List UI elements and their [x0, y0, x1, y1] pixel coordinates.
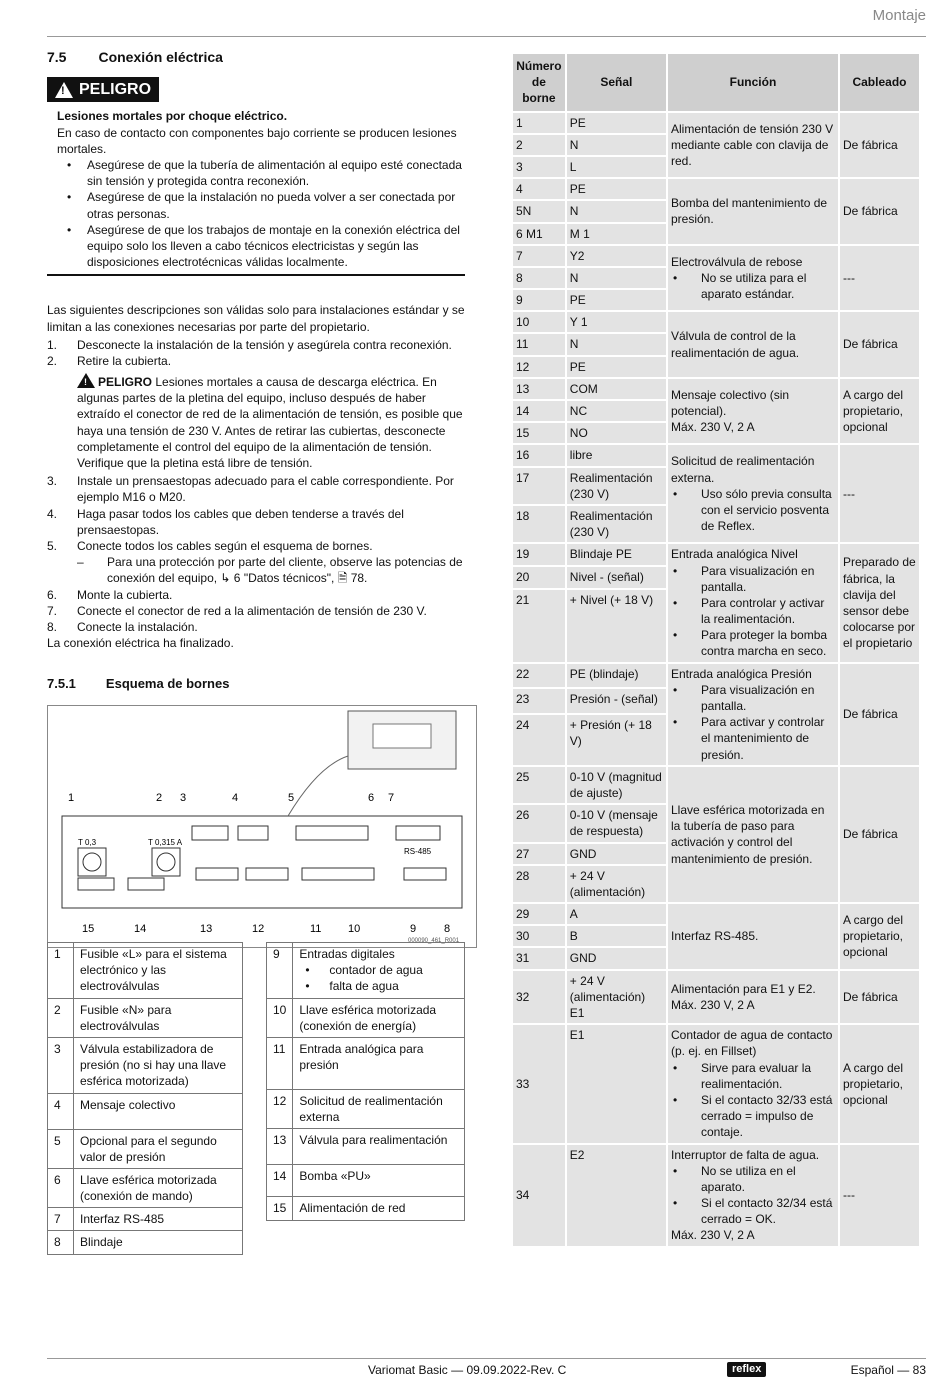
danger-bullets [57, 157, 465, 270]
step: 7. Conecte el conector de red a la alimentación de tensión de 230 V. [47, 603, 427, 618]
inline-danger-note: !PELIGRO Lesiones mortales a causa de descarga eléctrica. En algunas partes de la pletina del equipo, incluso después de haber extraído el conector de red de la alimentación de tensión, es posible que haya una tensión de 230 V. Antes de retirar las cubiertas, desconecte completamente el control del equipo de la alimentación de tensión. Verifique que la pletina está libre de tensión. [47, 373, 465, 471]
terminal-diagram [47, 705, 477, 948]
legend-left [47, 942, 243, 1255]
table-row: 14 NC [513, 401, 919, 421]
completion-note: La conexión eléctrica ha finalizado. [47, 636, 234, 651]
reflex-logo: reflex [727, 1362, 766, 1377]
danger-bullet: • Asegúrese de que la tubería de alimentación al equipo esté conectada sin tensión y protegida contra reconexión. [57, 157, 465, 189]
table-row: 34 E2 Interruptor de falta de agua. • No se utiliza en el aparato. • Si el contacto 32/34 está cerrado = OK. Máx. 230 V, 2 A --- [513, 1145, 919, 1246]
callout-6: 6 [368, 791, 375, 804]
table-row: 4 PE Bomba del mantenimiento de presión. De fábrica [513, 179, 919, 199]
danger-badge [47, 77, 159, 103]
table-row: 30 B [513, 926, 919, 946]
callout-13: 13 [200, 922, 213, 935]
table-row: 2 N [513, 135, 919, 155]
section-title: Conexión eléctrica [98, 49, 223, 65]
table-row: 17 Realimentación (230 V) [513, 468, 919, 504]
table-row: 27 GND [513, 844, 919, 864]
header-num: Número de borne [513, 54, 565, 111]
callout-9: 9 [410, 922, 417, 935]
table-row: 20 Nivel - (señal) [513, 567, 919, 588]
danger-text: En caso de contacto con componentes bajo corriente se producen lesiones mortales. [57, 125, 457, 156]
callout-8: 8 [444, 922, 451, 935]
table-row: 26 0-10 V (mensaje de respuesta) [513, 805, 919, 841]
step: 8. Conecte la instalación. [47, 619, 198, 634]
step: 5. Conecte todos los cables según el esquema de bornes. – Para una protección por parte del cliente, observe las potencias de conexión del equipo, ↳ 6 "Datos técnicos", 🗎 78. [47, 538, 465, 587]
callout-11: 11 [310, 922, 322, 935]
fuse-label: T 0,3 [78, 837, 97, 847]
table-row: 9 PE [513, 290, 919, 310]
step: 3. Instale un prensaestopas adecuado para el cable correspondiente. Por ejemplo M16 o M20. [47, 474, 454, 505]
procedure-steps-cont [47, 473, 465, 635]
step-substep: – Para una protección por parte del cliente, observe las potencias de conexión del equipo, ↳ 6 "Datos técnicos", 🗎 78. [77, 554, 465, 586]
table-row: 10 Y 1 Válvula de control de la realimentación de agua. De fábrica [513, 312, 919, 332]
warning-icon [77, 373, 95, 388]
footer-document: Variomat Basic — 09.09.2022-Rev. C [368, 1363, 567, 1377]
legend-table-right: 9 Entradas digitales • contador de agua • falta de agua 10 Llave esférica motorizada (conexión de energía) 11 Entrada analógica para presión 12 Solicitud de realimentación externa 13 Válvula para realimentación 14 Bomba «PU» 15 Alimentación de red [266, 942, 465, 1221]
table-row: 12 PE [513, 357, 919, 377]
footer-page: Español — 83 [850, 1363, 926, 1377]
table-row: 7 Y2 Electroválvula de rebose • No se utiliza para el aparato estándar. --- [513, 246, 919, 266]
table-row: 28 + 24 V (alimentación) [513, 866, 919, 902]
subsection-title: Esquema de bornes [105, 676, 230, 692]
danger-bullet: • Asegúrese de que los trabajos de montaje en la conexión eléctrica del equipo solo los lleven a cabo técnicos electricistas y según las disposiciones electrotécnicas válidas localmente. [57, 222, 465, 271]
rs485-label: RS-485 [404, 846, 432, 856]
callout-2: 2 [156, 791, 163, 804]
subsection-heading [47, 675, 465, 693]
table-row: 32 + 24 V (alimentación) E1 Alimentación para E1 y E2. Máx. 230 V, 2 A De fábrica [513, 971, 919, 1024]
table-row: 23 Presión - (señal) [513, 689, 919, 713]
legend-right [266, 942, 465, 1221]
table-row: 22 PE (blindaje) Entrada analógica Presión • Para visualización en pantalla. • Para activar y controlar el mantenimiento de presión. De fábrica [513, 664, 919, 688]
callout-12: 12 [252, 922, 265, 935]
terminal-table [511, 52, 921, 1248]
callout-14: 14 [134, 922, 147, 935]
table-row: 21 + Nivel (+ 18 V) [513, 590, 919, 662]
table-row: 8 N [513, 268, 919, 288]
header-function: Función [668, 54, 838, 111]
table-row: 25 0-10 V (magnitud de ajuste) Llave esférica motorizada en la tubería de paso para activación y control del mantenimiento de presión. De fábrica [513, 767, 919, 803]
table-row: 18 Realimentación (230 V) [513, 506, 919, 542]
table-row: 24 + Presión (+ 18 V) [513, 715, 919, 765]
legend-table-left: 1 Fusible «L» para el sistema electrónico y las electroválvulas 2 Fusible «N» para electroválvulas 3 Válvula estabilizadora de presión (no si hay una llave esférica motorizada) 4 Mensaje colectivo 5 Opcional para el segundo valor de presión 6 Llave esférica motorizada (conexión de mando) 7 Interfaz RS-485 8 Blindaje [47, 942, 243, 1255]
step: 4. Haga pasar todos los cables que deben tenderse a través del prensaestopas. [47, 506, 404, 537]
callout-15: 15 [82, 922, 95, 935]
danger-bullet: • Asegúrese de que la instalación no pueda volver a ser conectada por otras personas. [57, 189, 465, 221]
callout-3: 3 [180, 791, 187, 804]
callout-7: 7 [388, 791, 395, 804]
table-row: 16 libre Solicitud de realimentación externa. • Uso sólo previa consulta con el servicio posventa de Reflex. --- [513, 445, 919, 465]
table-row: 5N N [513, 201, 919, 221]
callout-5: 5 [288, 791, 295, 804]
figure-code: 000090_461_R001 [408, 937, 460, 944]
table-row: 13 COM Mensaje colectivo (sin potencial). Máx. 230 V, 2 A A cargo del propietario, opcional [513, 379, 919, 399]
table-row: 19 Blindaje PE Entrada analógica Nivel • Para visualización en pantalla. • Para controlar y activar la realimentación. • Para proteger la bomba contra marcha en seco. Preparado de fábrica, la clavija del sensor debe colocarse por el propietario [513, 544, 919, 565]
table-row: 31 GND [513, 948, 919, 968]
table-row: 3 L [513, 157, 919, 177]
header-divider [47, 36, 926, 37]
running-header: Montaje [872, 7, 926, 24]
terminal-diagram-svg [48, 706, 476, 947]
section-number: 7.5 [47, 49, 67, 65]
danger-notice [47, 102, 465, 276]
callout-4: 4 [232, 791, 239, 804]
left-column [47, 48, 465, 948]
step: 2. Retire la cubierta. [47, 353, 172, 368]
fuse-label: T 0,315 A [148, 837, 183, 847]
danger-title: Lesiones mortales por choque eléctrico. [57, 109, 288, 124]
table-row: 29 A Interfaz RS-485. A cargo del propietario, opcional [513, 904, 919, 924]
table-row: 15 NO [513, 423, 919, 443]
header-wiring: Cableado [840, 54, 919, 111]
section-heading [47, 48, 465, 67]
intro-paragraph: Las siguientes descripciones son válidas solo para instalaciones estándar y se limitan a las conexiones necesarias por parte del propietario. [47, 303, 465, 334]
terminal-table-container [513, 52, 923, 1248]
table-row: 33 E1 Contador de agua de contacto (p. ej. en Fillset) • Sirve para evaluar la realimentación. • Si el contacto 32/33 está cerrado = impulso de contaje. A cargo del propietario, opcional [513, 1025, 919, 1142]
table-row: 6 M1 M 1 [513, 224, 919, 244]
table-row: 11 N [513, 334, 919, 354]
danger-badge-label: PELIGRO [79, 80, 152, 98]
warning-icon [55, 82, 73, 98]
table-row: 1 PE Alimentación de tensión 230 V mediante cable con clavija de red. De fábrica [513, 113, 919, 133]
header-signal: Señal [567, 54, 666, 111]
procedure-steps [47, 337, 465, 369]
step: 6. Monte la cubierta. [47, 587, 173, 602]
subsection-number: 7.5.1 [47, 676, 76, 692]
footer-divider [47, 1358, 926, 1359]
callout-10: 10 [348, 922, 361, 935]
callout-1: 1 [68, 791, 75, 804]
step: 1. Desconecte la instalación de la tensión y asegúrela contra reconexión. [47, 337, 452, 352]
